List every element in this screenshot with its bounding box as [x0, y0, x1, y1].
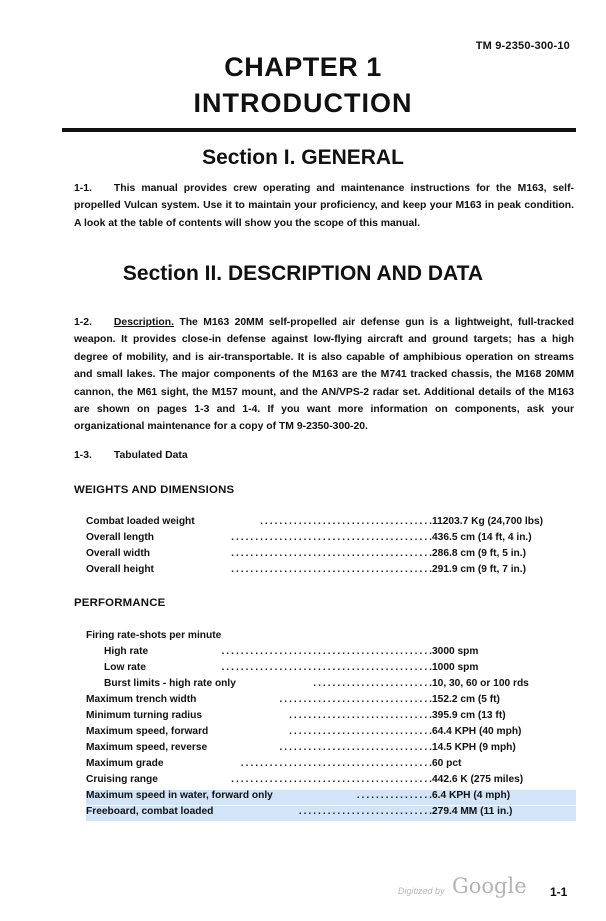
paragraph-number: 1-2. [74, 317, 92, 328]
row-label: Burst limits - high rate only [104, 678, 236, 689]
row-value: 291.9 cm (9 ft, 7 in.) [432, 564, 526, 575]
page-number: 1-1 [550, 885, 568, 899]
table-row [86, 516, 576, 531]
table-row [86, 630, 576, 645]
row-label: High rate [104, 646, 149, 657]
leader-dots: .................................... [260, 516, 434, 527]
digitized-by-label: Digitized by [398, 886, 445, 896]
table-row [86, 662, 576, 677]
leader-dots: ................................ [279, 742, 434, 753]
leader-dots: ......................... [313, 678, 434, 689]
paragraph-1-1 [74, 180, 574, 232]
table-row [86, 694, 576, 709]
leader-dots: .......................................... [231, 564, 434, 575]
table-row [86, 532, 576, 547]
row-value: 152.2 cm (5 ft) [432, 694, 500, 705]
row-value: 395.9 cm (13 ft) [432, 710, 506, 721]
row-label: Overall width [86, 548, 150, 559]
row-value: 60 pct [432, 758, 462, 769]
table-row [86, 758, 576, 773]
chapter-divider [62, 128, 576, 132]
paragraph-1-2 [74, 314, 574, 436]
row-label: Cruising range [86, 774, 158, 785]
row-label: Freeboard, combat loaded [86, 806, 214, 817]
table-row [86, 726, 576, 741]
row-value: 11203.7 Kg (24,700 lbs) [432, 516, 543, 527]
row-label: Maximum speed, forward [86, 726, 209, 737]
row-label: Maximum grade [86, 758, 164, 769]
paragraph-text: This manual provides crew operating and maintenance instructions for the M163, self-propelled Vulcan system. Use it to maintain your proficiency, and keep your M163 in peak condition. A look at the table of contents will show you the scope of this manual. [74, 183, 574, 229]
table-row-highlighted [86, 806, 576, 821]
row-value: 286.8 cm (9 ft, 5 in.) [432, 548, 526, 559]
leader-dots: ............................................ [221, 646, 434, 657]
section-2-title: Section II. DESCRIPTION AND DATA [122, 262, 484, 285]
row-label: Combat loaded weight [86, 516, 195, 527]
table-row-highlighted [86, 790, 576, 805]
row-value: 442.6 K (275 miles) [432, 774, 524, 785]
row-label: Minimum turning radius [86, 710, 203, 721]
row-value: 64.4 KPH (40 mph) [432, 726, 522, 737]
row-value: 14.5 KPH (9 mph) [432, 742, 516, 753]
leader-dots: .............................. [289, 726, 434, 737]
leader-dots: .......................................... [231, 548, 434, 559]
table-row [86, 774, 576, 789]
chapter-title: CHAPTER 1 [224, 52, 382, 82]
table-row [86, 742, 576, 757]
row-value: 279.4 MM (11 in.) [432, 806, 513, 817]
tm-number: TM 9-2350-300-10 [475, 40, 570, 52]
row-value: 436.5 cm (14 ft, 4 in.) [432, 532, 532, 543]
paragraph-text: The M163 20MM self-propelled air defense gun is a lightweight, full-tracked weapon. It provides close-in defense against low-flying aircraft and ground targets; has a high degree of mobility, and is air-transportable. It is also capable of amphibious operation on streams and small lakes. The major components of the M163 are the M741 tracked chassis, the M168 20MM cannon, the M61 sight, the M157 mount, and the AN/VPS-2 radar set. Additional details of the M163 are shown on pages 1-3 and 1-4. If you want more information on components, ask your organizational maintenance for a copy of TM 9-2350-300-20. [74, 317, 574, 433]
row-value: 1000 spm [432, 662, 479, 673]
google-watermark: Google [452, 874, 527, 898]
row-label: Overall height [86, 564, 154, 575]
paragraph-heading: Tabulated Data [113, 450, 188, 461]
leader-dots: ................ [356, 790, 434, 801]
leader-dots: ............................ [298, 806, 434, 817]
row-label: Firing rate-shots per minute [86, 630, 222, 641]
row-label: Maximum speed, reverse [86, 742, 208, 753]
weights-heading: WEIGHTS AND DIMENSIONS [74, 484, 235, 496]
leader-dots: ........................................ [240, 758, 434, 769]
row-label: Maximum speed in water, forward only [86, 790, 273, 801]
leader-dots: ............................................ [221, 662, 434, 673]
table-row [86, 564, 576, 579]
table-row [86, 548, 576, 563]
row-label: Low rate [104, 662, 146, 673]
paragraph-1-3 [74, 450, 188, 461]
paragraph-heading: Description. [113, 317, 174, 328]
paragraph-number: 1-1. [74, 183, 92, 194]
leader-dots: ................................ [279, 694, 434, 705]
leader-dots: .......................................... [231, 532, 434, 543]
table-row [86, 710, 576, 725]
chapter-subtitle: INTRODUCTION [193, 88, 413, 118]
row-value: 6.4 KPH (4 mph) [432, 790, 511, 801]
leader-dots: .......................................... [231, 774, 434, 785]
leader-dots: .............................. [289, 710, 434, 721]
paragraph-number: 1-3. [74, 450, 92, 461]
row-label: Maximum trench width [86, 694, 197, 705]
row-label: Overall length [86, 532, 154, 543]
row-value: 3000 spm [432, 646, 479, 657]
table-row [86, 646, 576, 661]
section-1-title: Section I. GENERAL [202, 146, 404, 169]
row-value: 10, 30, 60 or 100 rds [432, 678, 529, 689]
performance-heading: PERFORMANCE [74, 597, 166, 609]
table-row [86, 678, 576, 693]
